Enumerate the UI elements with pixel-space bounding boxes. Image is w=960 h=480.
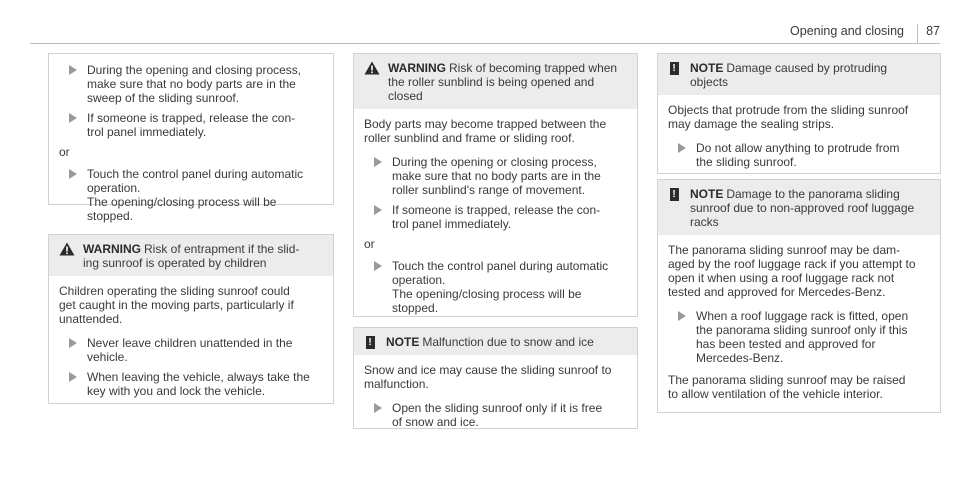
warning-label: WARNING [388, 61, 446, 75]
step-list [668, 141, 930, 169]
text-line: Malfunction due to snow and ice [422, 335, 594, 349]
instruction-step [668, 141, 930, 169]
text-line: has been tested and approved for [696, 337, 876, 351]
text-line: Touch the control panel during automatic [87, 167, 304, 181]
warning-triangle-icon [59, 242, 75, 256]
warning-header [354, 54, 637, 109]
note-paragraph [668, 103, 930, 131]
note-heading [422, 335, 593, 349]
text-line: Touch the control panel during automatic [392, 259, 609, 273]
instruction-step [59, 336, 323, 364]
instruction-step [59, 167, 323, 223]
text-line: key with you and lock the vehicle. [87, 384, 266, 398]
step-text [87, 111, 323, 139]
step-text [392, 203, 627, 231]
page-header [30, 24, 940, 44]
text-line: trol panel immediately. [392, 217, 512, 231]
text-line: make sure that no body parts are in the [87, 77, 296, 91]
exclamation-note-icon: ! [364, 335, 376, 349]
text-line: operation. [392, 273, 446, 287]
step-arrow-icon [69, 63, 87, 75]
text-line: Damage to the panorama sliding [726, 187, 900, 201]
text-line: The panorama sliding sunroof may be raised [668, 373, 906, 387]
instruction-step [668, 309, 930, 365]
text-line: Do not allow anything to protrude from [696, 141, 900, 155]
text-line: ing sunroof is operated by children [83, 256, 267, 270]
text-line: make sure that no body parts are in the [392, 169, 601, 183]
instruction-step [59, 370, 323, 398]
page-number: 87 [917, 24, 940, 44]
note-paragraph [668, 243, 930, 299]
text-line: Damage caused by protruding [726, 61, 888, 75]
note-paragraph-2 [668, 373, 930, 401]
text-line: may damage the sealing strips. [668, 117, 835, 131]
text-line: unattended. [59, 312, 123, 326]
instruction-step [59, 63, 323, 105]
exclamation-note-icon: ! [668, 61, 680, 75]
text-line: Mercedes-Benz. [696, 351, 784, 365]
step-list [364, 401, 627, 429]
step-text [392, 155, 627, 197]
text-line: closed [388, 89, 423, 103]
or-label: or [59, 145, 70, 159]
step-arrow-icon [374, 203, 392, 215]
text-line: stopped. [392, 301, 439, 315]
step-list [668, 309, 930, 365]
text-line: of snow and ice. [392, 415, 479, 429]
text-line: roller sunblind and frame or sliding roof. [364, 131, 575, 145]
text-line: tested and approved for Mercedes-Benz. [668, 285, 886, 299]
text-line: objects [690, 75, 729, 89]
instruction-step [364, 259, 627, 315]
or-label: or [364, 237, 375, 251]
text-line: Risk of entrapment if the slid- [144, 242, 300, 256]
step-text [87, 336, 323, 364]
note-box-protruding-objects [657, 53, 941, 174]
text-line: sweep of the sliding sunroof. [87, 91, 240, 105]
text-line: sunroof due to non-approved roof luggage [690, 201, 915, 215]
instruction-step [364, 401, 627, 429]
instruction-step [364, 155, 627, 197]
warning-label: WARNING [83, 242, 141, 256]
text-line: If someone is trapped, release the con- [392, 203, 601, 217]
note-label: NOTE [690, 61, 724, 75]
text-line: Body parts may become trapped between the [364, 117, 607, 131]
text-line: When a roof luggage rack is fitted, open [696, 309, 909, 323]
note-paragraph [364, 363, 627, 391]
instruction-step [59, 111, 323, 139]
text-line: Children operating the sliding sunroof could [59, 284, 290, 298]
text-line: During the opening or closing process, [392, 155, 597, 169]
exclamation-note-icon: ! [668, 187, 680, 201]
warning-header [49, 235, 333, 276]
steps-box-sunroof [48, 53, 334, 223]
text-line: malfunction. [364, 377, 429, 391]
note-heading [690, 187, 914, 229]
note-box-snow-ice [353, 327, 638, 429]
text-line: Risk of becoming trapped when [449, 61, 618, 75]
step-text [392, 401, 627, 429]
warning-paragraph [364, 117, 627, 145]
note-header [354, 328, 637, 355]
text-line: Open the sliding sunroof only if it is free [392, 401, 603, 415]
step-arrow-icon [374, 155, 392, 167]
text-line: the panorama sliding sunroof only if this [696, 323, 908, 337]
step-arrow-icon [69, 111, 87, 123]
text-line: get caught in the moving parts, particularly if [59, 298, 294, 312]
step-list [59, 167, 323, 223]
text-line: The opening/closing process will be [87, 195, 277, 209]
warning-triangle-icon [364, 61, 380, 75]
step-text [87, 370, 323, 398]
text-line: the roller sunblind is being opened and [388, 75, 595, 89]
text-line: The opening/closing process will be [392, 287, 582, 301]
text-line: trol panel immediately. [87, 125, 207, 139]
text-line: Snow and ice may cause the sliding sunroof to [364, 363, 612, 377]
warning-box-roller-sunblind [353, 53, 638, 317]
text-line: operation. [87, 181, 141, 195]
text-line: If someone is trapped, release the con- [87, 111, 296, 125]
step-arrow-icon [678, 309, 696, 321]
section-title: Opening and closing [790, 24, 904, 38]
note-box-roof-luggage-racks [657, 179, 941, 413]
step-list [59, 63, 323, 139]
step-list [364, 155, 627, 231]
text-line: Objects that protrude from the sliding sunroof [668, 103, 909, 117]
text-line: stopped. [87, 209, 134, 223]
text-line: During the opening and closing process, [87, 63, 302, 77]
note-header [658, 180, 940, 235]
step-text [392, 259, 627, 315]
step-arrow-icon [678, 141, 696, 153]
step-arrow-icon [69, 336, 87, 348]
text-line: aged by the roof luggage rack if you attempt to [668, 257, 916, 271]
warning-paragraph [59, 284, 323, 326]
text-line: The panorama sliding sunroof may be dam- [668, 243, 901, 257]
note-label: NOTE [690, 187, 724, 201]
step-text [87, 63, 323, 105]
text-line: When leaving the vehicle, always take the [87, 370, 310, 384]
step-text [696, 309, 930, 365]
step-text [87, 167, 323, 223]
note-header [658, 54, 940, 95]
text-line: vehicle. [87, 350, 128, 364]
step-arrow-icon [69, 167, 87, 179]
note-label: NOTE [386, 335, 420, 349]
instruction-step [364, 203, 627, 231]
text-line: open it when using a roof luggage rack not [668, 271, 895, 285]
text-line: roller sunblind's range of movement. [392, 183, 586, 197]
text-line: the sliding sunroof. [696, 155, 797, 169]
step-arrow-icon [374, 259, 392, 271]
step-arrow-icon [69, 370, 87, 382]
step-list [364, 259, 627, 315]
warning-box-children [48, 234, 334, 404]
text-line: to allow ventilation of the vehicle interior. [668, 387, 883, 401]
text-line: racks [690, 215, 719, 229]
text-line: Never leave children unattended in the [87, 336, 293, 350]
step-arrow-icon [374, 401, 392, 413]
step-list [59, 336, 323, 398]
step-text [696, 141, 930, 169]
